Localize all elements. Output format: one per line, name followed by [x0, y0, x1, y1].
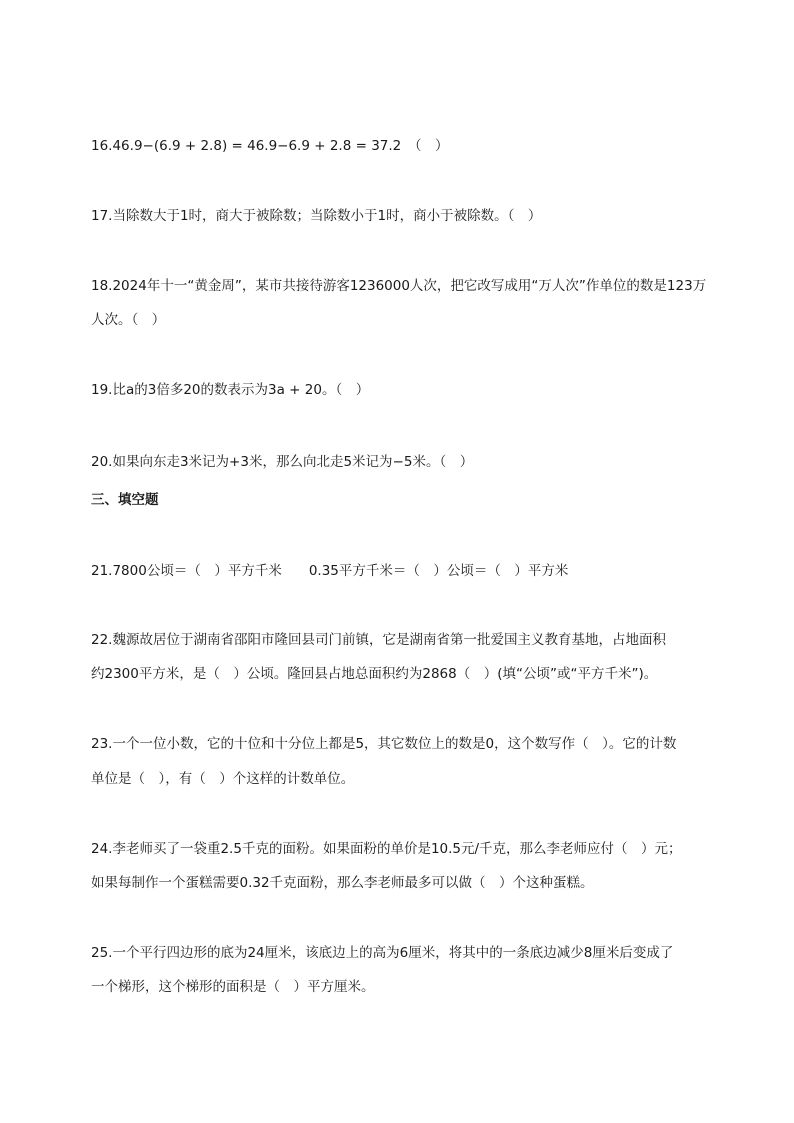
question-24-line-1: 24.李老师买了一袋重2.5千克的面粉。如果面粉的单价是10.5元/千克，那么李老师应付（ ）元；: [91, 841, 682, 857]
question-25-line-1: 25.一个平行四边形的底为24厘米，该底边上的高为6厘米，将其中的一条底边减少8厘米后变成了: [91, 945, 674, 961]
question-16: 16.46.9−(6.9 + 2.8) = 46.9−6.9 + 2.8 = 37.2 （ ）: [91, 138, 449, 154]
question-22-line-2: 约2300平方米，是（ ）公顷。隆回县占地总面积约为2868（ ）(填“公顷”或“平方千米”)。: [91, 666, 658, 682]
question-24-line-2: 如果每制作一个蛋糕需要0.32千克面粉，那么李老师最多可以做（ ）个这种蛋糕。: [91, 875, 594, 891]
section-heading: 三、填空题: [91, 492, 159, 508]
question-25-line-2: 一个梯形，这个梯形的面积是（ ）平方厘米。: [91, 979, 375, 995]
question-23-line-1: 23.一个一位小数，它的十位和十分位上都是5，其它数位上的数是0，这个数写作（ ）。它的计数: [91, 736, 677, 752]
question-18-line-1: 18.2024年十一“黄金周”，某市共接待游客1236000人次，把它改写成用“万人次”作单位的数是123万: [91, 278, 707, 294]
question-19: 19.比a的3倍多20的数表示为3a + 20。（ ）: [91, 382, 370, 398]
question-21: 21.7800公顷＝（ ）平方千米 0.35平方千米＝（ ）公顷＝（ ）平方米: [91, 563, 569, 579]
question-20: 20.如果向东走3米记为+3米，那么向北走5米记为−5米。（ ）: [91, 454, 474, 470]
question-17: 17.当除数大于1时，商大于被除数；当除数小于1时，商小于被除数。（ ）: [91, 208, 542, 224]
question-23-line-2: 单位是（ ），有（ ）个这样的计数单位。: [91, 771, 355, 787]
question-18-line-2: 人次。（ ）: [91, 312, 166, 328]
question-22-line-1: 22.魏源故居位于湖南省邵阳市隆回县司门前镇，它是湖南省第一批爱国主义教育基地，占地面积: [91, 632, 666, 648]
